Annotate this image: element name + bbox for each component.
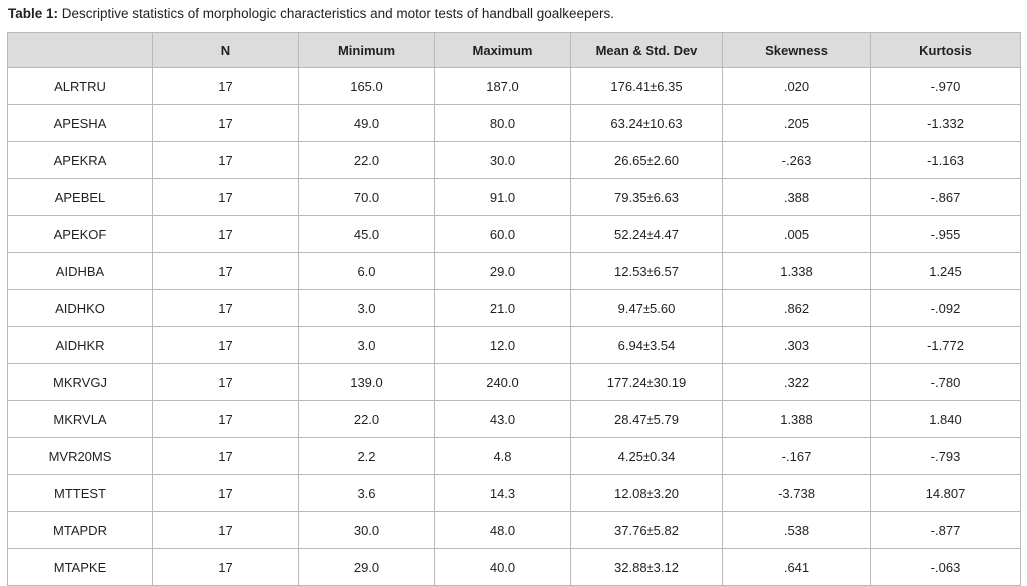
cell-n: 17 [153,401,299,438]
row-label: MTAPKE [8,549,153,586]
cell-minimum: 3.0 [299,327,435,364]
cell-maximum: 12.0 [435,327,571,364]
cell-maximum: 21.0 [435,290,571,327]
table-row [8,512,1021,549]
cell-n: 17 [153,290,299,327]
cell-mean-std-dev: 6.94±3.54 [571,327,723,364]
cell-minimum: 22.0 [299,401,435,438]
table-caption-text: Descriptive statistics of morphologic characteristics and motor tests of handball goalkeepers. [58,6,615,21]
cell-mean-std-dev: 4.25±0.34 [571,438,723,475]
cell-mean-std-dev: 63.24±10.63 [571,105,723,142]
cell-minimum: 165.0 [299,68,435,105]
cell-minimum: 49.0 [299,105,435,142]
statistics-table [7,32,1021,586]
cell-n: 17 [153,179,299,216]
cell-kurtosis: -.092 [871,290,1021,327]
statistics-table-container [7,32,1020,586]
cell-skewness: -.167 [723,438,871,475]
table-header-row [8,33,1021,68]
cell-kurtosis: 14.807 [871,475,1021,512]
cell-skewness: .388 [723,179,871,216]
cell-n: 17 [153,364,299,401]
row-label: MVR20MS [8,438,153,475]
cell-n: 17 [153,68,299,105]
cell-minimum: 45.0 [299,216,435,253]
cell-maximum: 43.0 [435,401,571,438]
cell-mean-std-dev: 12.53±6.57 [571,253,723,290]
cell-skewness: 1.388 [723,401,871,438]
cell-skewness: -.263 [723,142,871,179]
cell-minimum: 3.6 [299,475,435,512]
cell-n: 17 [153,105,299,142]
cell-skewness: -3.738 [723,475,871,512]
table-row [8,290,1021,327]
row-label: AIDHBA [8,253,153,290]
cell-maximum: 29.0 [435,253,571,290]
table-row [8,549,1021,586]
row-label: AIDHKR [8,327,153,364]
table-row [8,216,1021,253]
column-header-kurtosis: Kurtosis [871,33,1021,68]
cell-kurtosis: 1.840 [871,401,1021,438]
cell-n: 17 [153,438,299,475]
cell-skewness: .205 [723,105,871,142]
cell-mean-std-dev: 52.24±4.47 [571,216,723,253]
cell-n: 17 [153,216,299,253]
cell-maximum: 30.0 [435,142,571,179]
cell-maximum: 14.3 [435,475,571,512]
cell-mean-std-dev: 12.08±3.20 [571,475,723,512]
cell-kurtosis: -1.332 [871,105,1021,142]
cell-mean-std-dev: 79.35±6.63 [571,179,723,216]
table-row [8,68,1021,105]
table-row [8,253,1021,290]
cell-mean-std-dev: 9.47±5.60 [571,290,723,327]
column-header-minimum: Minimum [299,33,435,68]
cell-skewness: .303 [723,327,871,364]
cell-minimum: 70.0 [299,179,435,216]
cell-mean-std-dev: 28.47±5.79 [571,401,723,438]
cell-maximum: 187.0 [435,68,571,105]
cell-n: 17 [153,253,299,290]
column-header-skewness: Skewness [723,33,871,68]
cell-skewness: .538 [723,512,871,549]
row-label: MKRVGJ [8,364,153,401]
cell-skewness: .020 [723,68,871,105]
row-label: APEKRA [8,142,153,179]
column-header-mean-std-dev: Mean & Std. Dev [571,33,723,68]
cell-n: 17 [153,327,299,364]
cell-maximum: 48.0 [435,512,571,549]
row-label: MTTEST [8,475,153,512]
cell-maximum: 40.0 [435,549,571,586]
cell-n: 17 [153,549,299,586]
cell-minimum: 6.0 [299,253,435,290]
table-header [8,33,1021,68]
cell-skewness: .322 [723,364,871,401]
cell-skewness: .005 [723,216,871,253]
cell-mean-std-dev: 37.76±5.82 [571,512,723,549]
cell-n: 17 [153,512,299,549]
cell-kurtosis: -.780 [871,364,1021,401]
cell-minimum: 139.0 [299,364,435,401]
table-caption [8,6,614,22]
cell-minimum: 22.0 [299,142,435,179]
cell-skewness: .641 [723,549,871,586]
table-row [8,364,1021,401]
cell-kurtosis: -1.163 [871,142,1021,179]
cell-kurtosis: -.955 [871,216,1021,253]
cell-minimum: 3.0 [299,290,435,327]
cell-n: 17 [153,475,299,512]
table-row [8,401,1021,438]
cell-mean-std-dev: 26.65±2.60 [571,142,723,179]
cell-mean-std-dev: 176.41±6.35 [571,68,723,105]
cell-minimum: 30.0 [299,512,435,549]
table-row [8,327,1021,364]
row-label: MKRVLA [8,401,153,438]
cell-kurtosis: -.793 [871,438,1021,475]
cell-mean-std-dev: 32.88±3.12 [571,549,723,586]
cell-maximum: 240.0 [435,364,571,401]
table-row [8,105,1021,142]
cell-kurtosis: -.867 [871,179,1021,216]
row-label: APEKOF [8,216,153,253]
row-label: APEBEL [8,179,153,216]
cell-skewness: .862 [723,290,871,327]
cell-skewness: 1.338 [723,253,871,290]
table-row [8,179,1021,216]
table-caption-label: Table 1: [8,6,59,21]
table-row [8,142,1021,179]
row-label: AIDHKO [8,290,153,327]
table-body [8,68,1021,586]
row-label: MTAPDR [8,512,153,549]
row-label: APESHA [8,105,153,142]
cell-maximum: 60.0 [435,216,571,253]
column-header-variable [8,33,153,68]
table-row [8,438,1021,475]
cell-kurtosis: -.063 [871,549,1021,586]
cell-mean-std-dev: 177.24±30.19 [571,364,723,401]
column-header-maximum: Maximum [435,33,571,68]
table-row [8,475,1021,512]
row-label: ALRTRU [8,68,153,105]
cell-kurtosis: -.970 [871,68,1021,105]
cell-minimum: 29.0 [299,549,435,586]
cell-maximum: 91.0 [435,179,571,216]
cell-kurtosis: 1.245 [871,253,1021,290]
cell-kurtosis: -.877 [871,512,1021,549]
column-header-n: N [153,33,299,68]
cell-minimum: 2.2 [299,438,435,475]
cell-kurtosis: -1.772 [871,327,1021,364]
cell-n: 17 [153,142,299,179]
cell-maximum: 80.0 [435,105,571,142]
cell-maximum: 4.8 [435,438,571,475]
